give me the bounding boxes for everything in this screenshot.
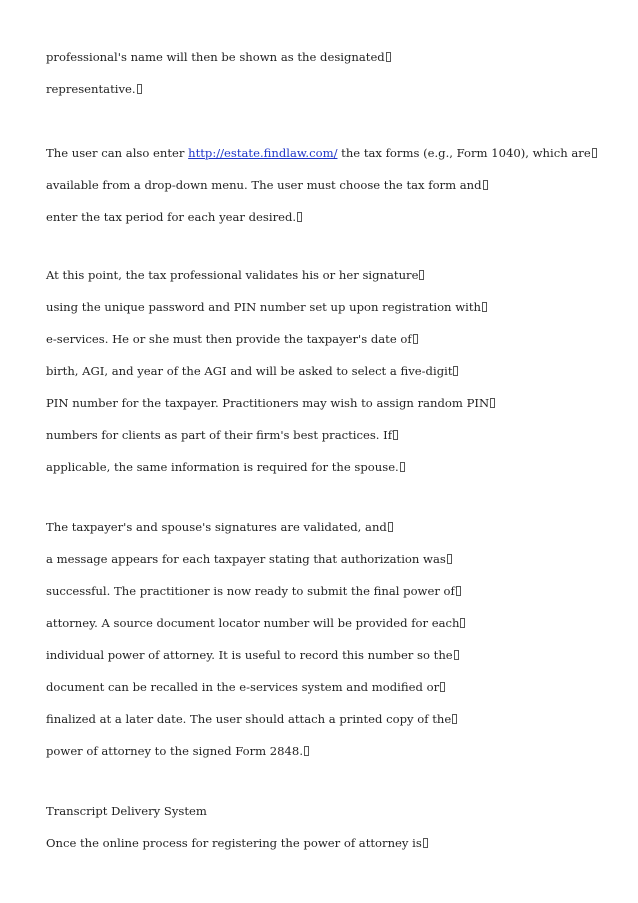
text-line	[46, 680, 445, 694]
line-end-mark	[454, 650, 459, 660]
line-text: the tax forms (e.g., Form 1040), which are	[337, 146, 591, 160]
line-end-mark	[297, 212, 302, 222]
line-text: applicable, the same information is required for the spouse.	[46, 460, 399, 474]
text-line	[46, 584, 461, 598]
text-line	[46, 82, 142, 96]
text-line	[46, 648, 459, 662]
line-text: PIN number for the taxpayer. Practitioners may wish to assign random PIN	[46, 396, 490, 410]
line-end-mark	[419, 270, 424, 280]
text-line	[46, 520, 393, 534]
line-text: finalized at a later date. The user should attach a printed copy of the	[46, 712, 452, 726]
line-end-mark	[460, 618, 465, 628]
line-text: document can be recalled in the e-services system and modified or	[46, 680, 440, 694]
line-end-mark	[413, 334, 418, 344]
text-line	[46, 178, 488, 192]
line-text: successful. The practitioner is now ready to submit the final power of	[46, 584, 455, 598]
text-line	[46, 744, 309, 758]
line-end-mark	[447, 554, 452, 564]
line-end-mark	[400, 462, 405, 472]
line-end-mark	[137, 84, 142, 94]
text-line	[46, 712, 457, 726]
line-end-mark	[452, 714, 457, 724]
line-end-mark	[483, 180, 488, 190]
text-line	[46, 396, 495, 410]
text-line	[46, 300, 487, 314]
line-text: attorney. A source document locator number will be provided for each	[46, 616, 460, 630]
text-line	[46, 364, 458, 378]
line-text: available from a drop-down menu. The user must choose the tax form and	[46, 178, 482, 192]
text-line	[46, 146, 597, 160]
line-text: individual power of attorney. It is useful to record this number so the	[46, 648, 453, 662]
line-text: power of attorney to the signed Form 2848.	[46, 744, 303, 758]
section-heading	[46, 804, 207, 818]
text-line	[46, 268, 424, 282]
line-text: representative.	[46, 82, 136, 96]
line-end-mark	[482, 302, 487, 312]
line-end-mark	[304, 746, 309, 756]
text-line	[46, 836, 428, 850]
line-end-mark	[453, 366, 458, 376]
text-line	[46, 552, 452, 566]
line-text: using the unique password and PIN number set up upon registration with	[46, 300, 481, 314]
line-text: a message appears for each taxpayer stating that authorization was	[46, 552, 446, 566]
line-text: birth, AGI, and year of the AGI and will be asked to select a five-digit	[46, 364, 453, 378]
estate-findlaw-link[interactable]: http://estate.findlaw.com/	[188, 146, 338, 160]
text-line	[46, 460, 405, 474]
text-line	[46, 332, 418, 346]
line-end-mark	[388, 522, 393, 532]
line-end-mark	[592, 148, 597, 158]
text-line	[46, 616, 465, 630]
line-text: e-services. He or she must then provide the taxpayer's date of	[46, 332, 412, 346]
line-text: The taxpayer's and spouse's signatures are validated, and	[46, 520, 387, 534]
heading-text: Transcript Delivery System	[46, 804, 207, 818]
line-end-mark	[490, 398, 495, 408]
line-end-mark	[440, 682, 445, 692]
line-end-mark	[393, 430, 398, 440]
line-text: numbers for clients as part of their firm's best practices. If	[46, 428, 393, 442]
text-line	[46, 50, 391, 64]
text-line	[46, 210, 302, 224]
line-text: At this point, the tax professional validates his or her signature	[46, 268, 419, 282]
line-text: enter the tax period for each year desired.	[46, 210, 297, 224]
line-end-mark	[386, 52, 391, 62]
text-line	[46, 428, 398, 442]
line-end-mark	[423, 838, 428, 848]
line-end-mark	[456, 586, 461, 596]
line-text: The user can also enter	[46, 146, 189, 160]
line-text: professional's name will then be shown as the designated	[46, 50, 385, 64]
line-text: Once the online process for registering the power of attorney is	[46, 836, 422, 850]
